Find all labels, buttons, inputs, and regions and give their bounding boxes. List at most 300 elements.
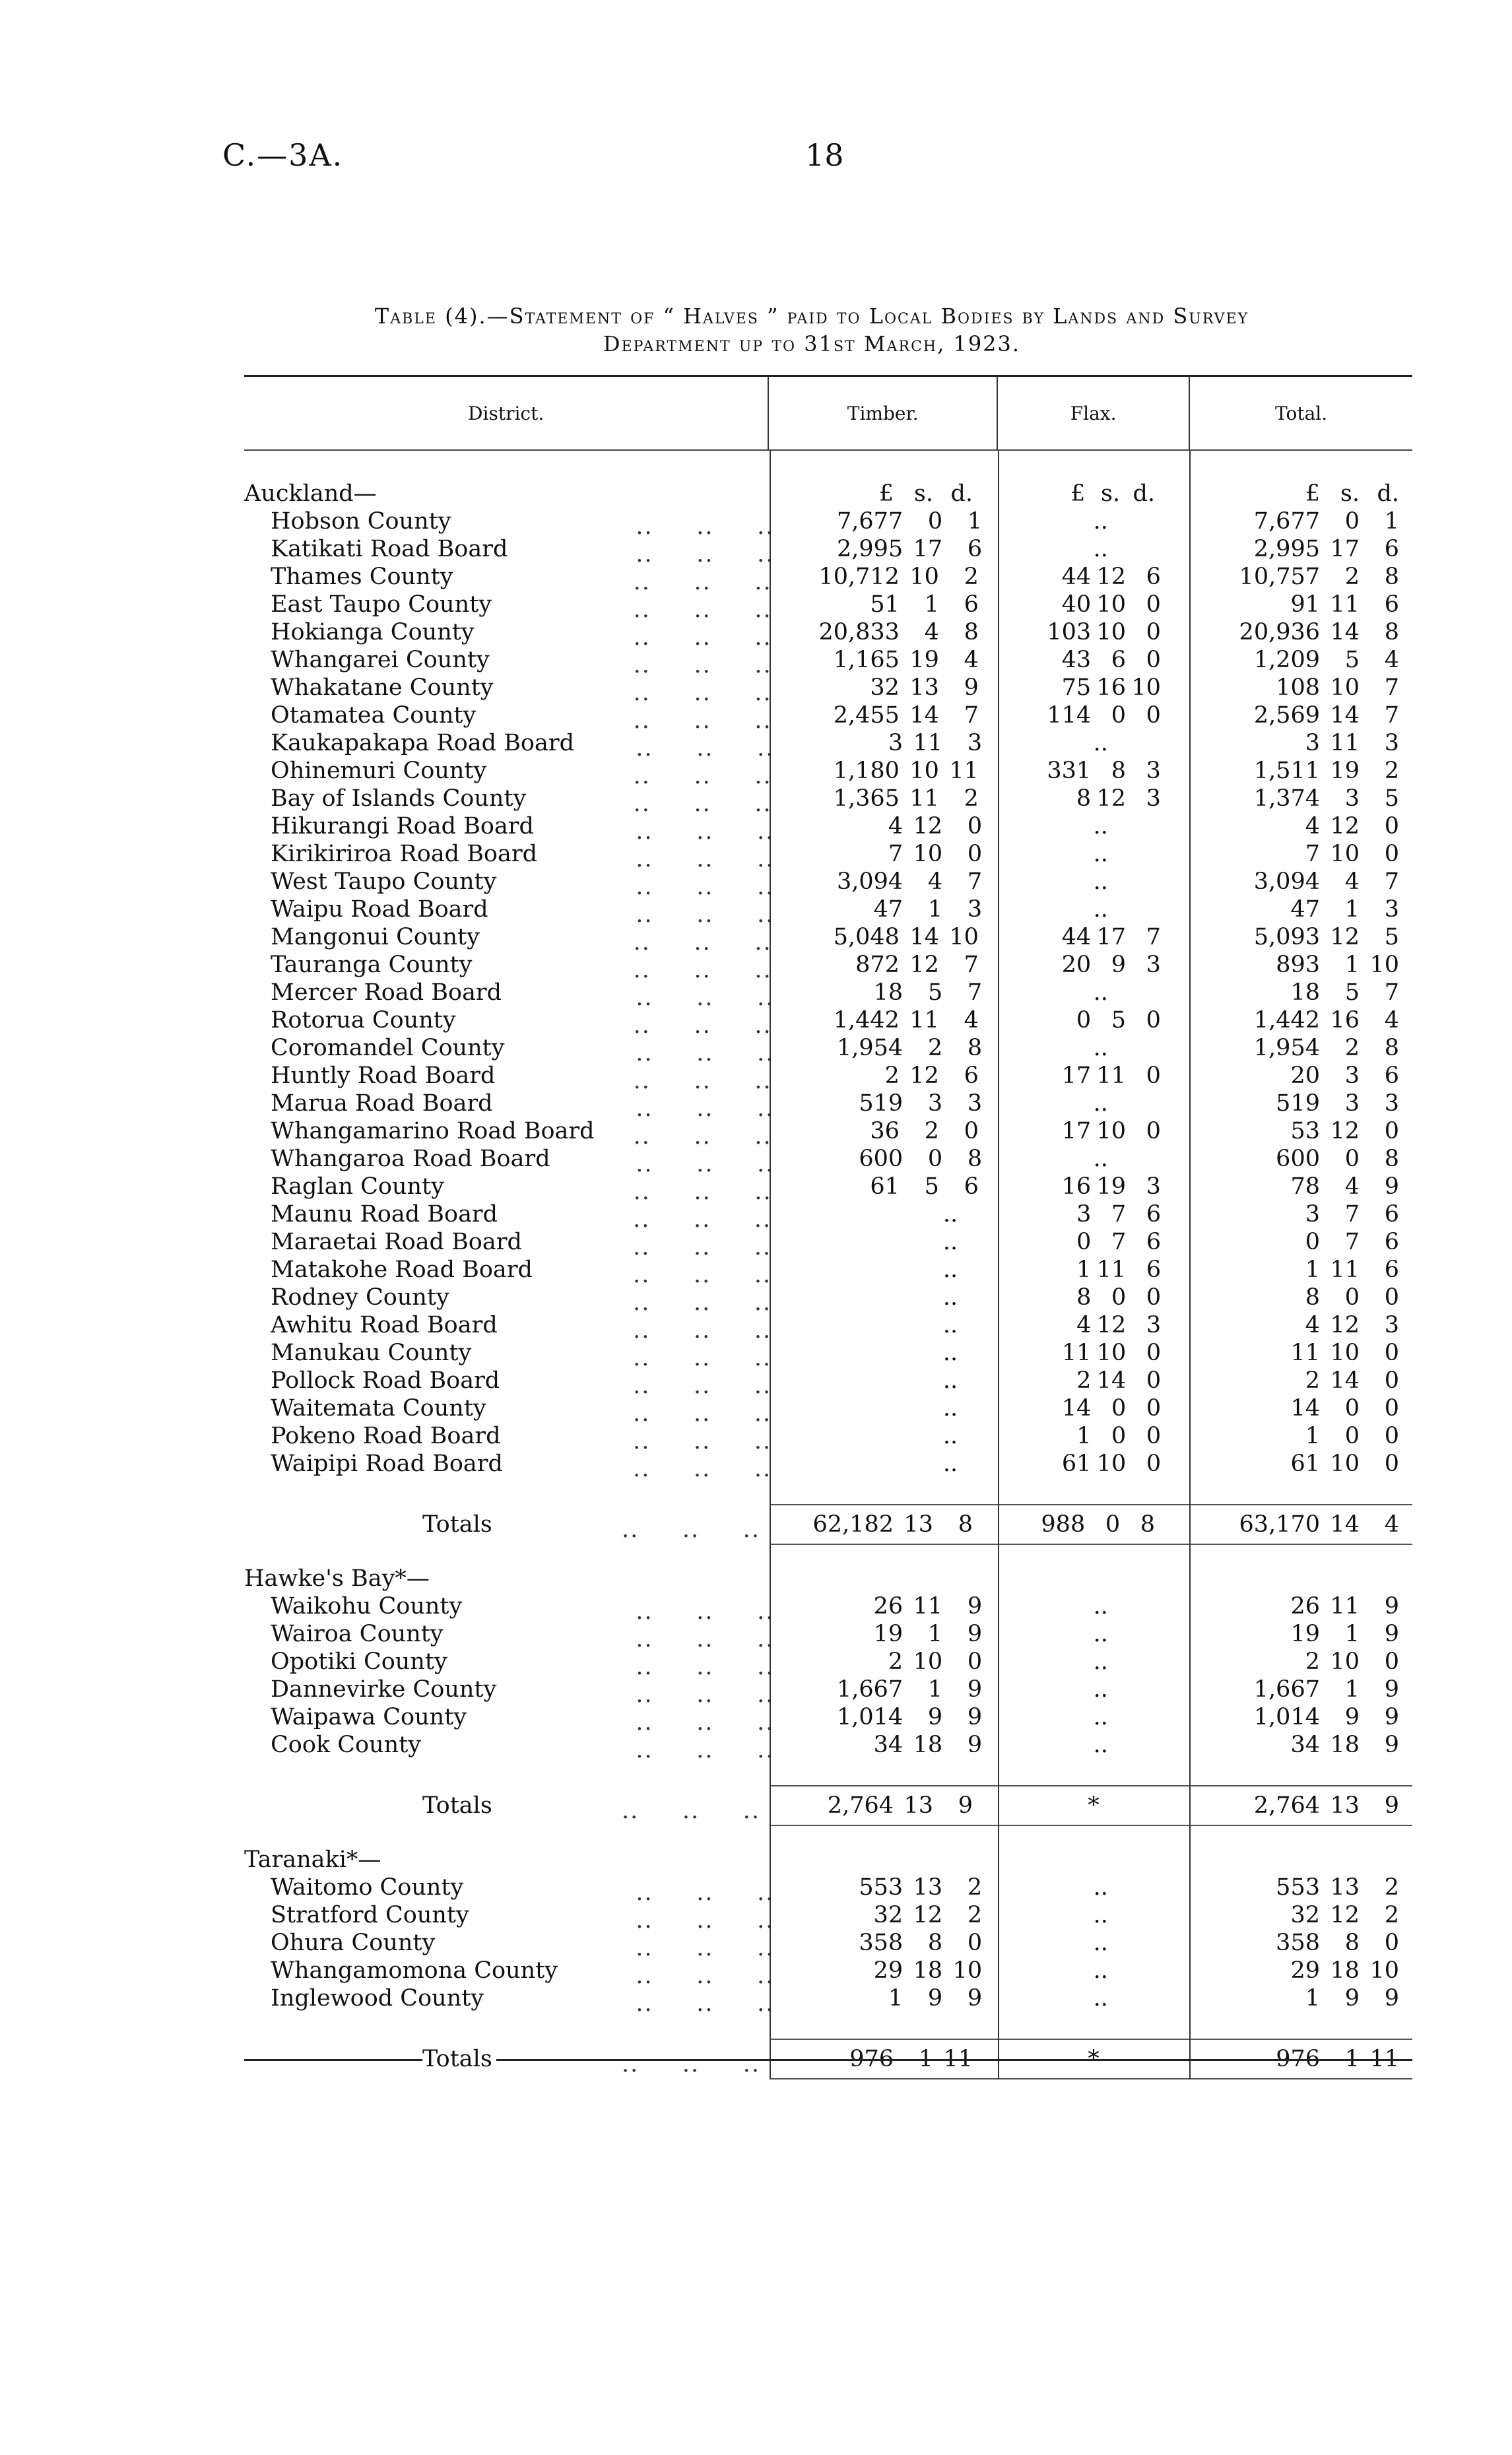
pounds: 103 xyxy=(1047,619,1092,645)
table-row xyxy=(244,1592,1412,1625)
district-cell: .. .. .. Hikurangi Road Board xyxy=(271,813,775,845)
shillings: 10 xyxy=(1330,841,1360,867)
pence: 0 xyxy=(1146,1007,1161,1033)
shillings: 12 xyxy=(909,1063,939,1089)
table-row xyxy=(244,1620,1412,1653)
district-cell: .. .. .. Inglewood County xyxy=(271,1985,775,2017)
pence: 6 xyxy=(1384,1257,1399,1283)
table-row xyxy=(244,1394,1412,1427)
pounds: 2,995 xyxy=(837,536,904,562)
timber-cell xyxy=(781,1395,1004,1422)
table-row xyxy=(244,785,1412,817)
pounds: 872 xyxy=(855,952,900,978)
nil-marker: .. xyxy=(1093,841,1108,867)
shillings: 11 xyxy=(1330,730,1360,756)
flax-cell xyxy=(1004,1201,1195,1228)
pence: 10 xyxy=(952,1957,983,1984)
timber-cell xyxy=(783,841,1007,867)
pounds: 32 xyxy=(870,674,900,701)
pounds: 2,569 xyxy=(1253,702,1321,729)
district-cell: .. .. .. Mangonui County xyxy=(271,924,772,956)
flax-cell xyxy=(1007,841,1194,867)
shillings: 14 xyxy=(1330,1367,1360,1394)
pounds: 2 xyxy=(888,1649,904,1675)
total-cell xyxy=(1195,1063,1412,1089)
district-name: Matakohe Road Board xyxy=(271,1257,537,1283)
pence: 8 xyxy=(1384,1035,1399,1061)
shillings: 4 xyxy=(927,868,943,895)
district-name: Mangonui County xyxy=(271,924,484,950)
nil-marker: .. xyxy=(942,1284,958,1311)
pounds: 600 xyxy=(859,1146,904,1172)
shillings: 14 xyxy=(1330,702,1360,729)
shillings: 19 xyxy=(1330,758,1360,784)
timber-cell xyxy=(783,1146,1007,1172)
nil-marker: .. xyxy=(942,1229,958,1255)
pounds: 3 xyxy=(888,730,904,756)
flax-cell xyxy=(1007,1704,1194,1730)
timber-cell xyxy=(783,508,1007,535)
district-cell: .. .. .. Whakatane County xyxy=(271,674,772,706)
shillings: 11 xyxy=(909,1007,939,1033)
shillings: 16 xyxy=(1096,674,1127,701)
district-cell: .. .. .. East Taupo County xyxy=(271,591,772,623)
total-cell xyxy=(1195,1007,1412,1033)
district-cell: .. .. .. Whangamomona County xyxy=(271,1957,775,1989)
shillings: 2 xyxy=(1344,564,1360,590)
shillings: 12 xyxy=(1096,785,1127,812)
pounds: 18 xyxy=(873,979,904,1006)
section-name: Auckland— xyxy=(244,480,377,507)
pounds: 17 xyxy=(1061,1063,1092,1089)
pence: 3 xyxy=(1146,952,1161,978)
flax-cell xyxy=(1004,564,1195,590)
page-number: 18 xyxy=(805,137,844,173)
pence: 0 xyxy=(1146,1284,1162,1311)
nil-marker: .. xyxy=(1093,1902,1108,1928)
shillings: 13 xyxy=(1330,1792,1360,1819)
table-row xyxy=(244,1422,1412,1455)
timber-cell xyxy=(781,924,1004,950)
total-cell xyxy=(1194,1930,1412,1956)
shillings: 7 xyxy=(1111,1201,1127,1228)
pounds: 2 xyxy=(1076,1367,1092,1394)
timber-cell xyxy=(783,1874,1007,1901)
shillings: 5 xyxy=(1344,979,1360,1006)
pounds: 1,165 xyxy=(833,647,900,673)
pence: 0 xyxy=(1146,1118,1161,1144)
shillings: 10 xyxy=(909,758,939,784)
table-row xyxy=(244,1731,1412,1763)
pence: 6 xyxy=(1146,1229,1162,1255)
totals-label: Totals xyxy=(422,1792,496,1819)
pence: 0 xyxy=(1384,1395,1399,1422)
shillings: 11 xyxy=(1096,1063,1127,1089)
shillings: 8 xyxy=(1344,1930,1360,1956)
shillings: 17 xyxy=(913,536,943,562)
shillings: 5 xyxy=(924,1173,939,1200)
district-name: Huntly Road Board xyxy=(271,1063,499,1089)
total-cell xyxy=(1194,979,1412,1006)
pence: 6 xyxy=(964,1063,979,1089)
pounds: 4 xyxy=(1305,1312,1320,1338)
nil-marker: .. xyxy=(1093,1146,1108,1172)
district-cell: .. .. .. Rotorua County xyxy=(271,1007,772,1039)
timber-cell xyxy=(781,564,1004,590)
pence: 9 xyxy=(958,1792,973,1819)
shillings: 0 xyxy=(1344,1146,1360,1172)
shillings: 8 xyxy=(1111,758,1127,784)
district-name: East Taupo County xyxy=(271,591,496,618)
total-cell xyxy=(1194,896,1412,923)
total-cell xyxy=(1195,1451,1412,1477)
district-name: Pokeno Road Board xyxy=(271,1423,504,1449)
pence: 8 xyxy=(1384,1146,1399,1172)
district-name: Ohura County xyxy=(271,1930,439,1956)
pounds: 20,936 xyxy=(1239,619,1321,645)
pounds: 3,094 xyxy=(1253,868,1320,895)
shillings: 2 xyxy=(927,1035,943,1061)
pounds: 4 xyxy=(888,813,904,839)
shilling-unit: s. xyxy=(913,480,933,507)
timber-cell xyxy=(783,1985,1007,2012)
pence: 6 xyxy=(964,591,979,618)
timber-cell xyxy=(783,1090,1007,1117)
shillings: 10 xyxy=(1330,1340,1360,1366)
table-row xyxy=(244,1256,1412,1288)
pounds: 1,442 xyxy=(833,1007,900,1033)
pence: 3 xyxy=(1384,730,1399,756)
totals-label-cell: .. .. .. Totals xyxy=(422,1792,760,1824)
table-row xyxy=(244,563,1412,595)
district-cell: .. .. .. Kirikiriroa Road Board xyxy=(271,841,775,872)
pence: 0 xyxy=(1146,1367,1162,1394)
district-name: Stratford County xyxy=(271,1902,473,1928)
district-cell: .. .. .. Whangarei County xyxy=(271,647,772,678)
shillings: 9 xyxy=(1344,1985,1360,2012)
pounds: 3 xyxy=(1305,1201,1320,1228)
shillings: 14 xyxy=(909,702,939,729)
pence: 9 xyxy=(1384,1173,1400,1200)
pounds: 553 xyxy=(859,1874,904,1901)
pence: 4 xyxy=(964,1007,979,1033)
pounds: 1,374 xyxy=(1253,785,1321,812)
table-row xyxy=(244,979,1412,1011)
total-cell xyxy=(1194,536,1412,562)
flax-cell xyxy=(1004,1063,1195,1089)
shillings: 13 xyxy=(913,1874,943,1901)
shillings: 1 xyxy=(1344,952,1360,978)
shillings: 10 xyxy=(1096,1340,1127,1366)
flax-cell xyxy=(1004,924,1195,950)
total-cell xyxy=(1194,1146,1412,1172)
nil-marker: .. xyxy=(942,1395,958,1422)
table-row xyxy=(244,896,1412,928)
shillings: 18 xyxy=(913,1957,943,1984)
table-row xyxy=(244,1957,1412,1989)
timber-cell xyxy=(781,1367,1004,1394)
pounds: 18 xyxy=(1290,979,1320,1006)
shillings: 11 xyxy=(1330,1257,1360,1283)
shillings: 0 xyxy=(1105,1511,1121,1538)
flax-cell xyxy=(1004,758,1195,784)
district-name: Cook County xyxy=(271,1732,425,1758)
total-cell xyxy=(1194,813,1412,839)
shillings: 1 xyxy=(918,2046,933,2072)
table-row xyxy=(244,1228,1412,1260)
flax-cell xyxy=(1007,730,1194,756)
district-cell: .. .. .. Huntly Road Board xyxy=(271,1063,772,1094)
district-name: Hikurangi Road Board xyxy=(271,813,538,839)
total-cell xyxy=(1194,1593,1412,1620)
district-cell: .. .. .. Pokeno Road Board xyxy=(271,1423,772,1455)
pence: 9 xyxy=(1384,1985,1399,2012)
table-row xyxy=(244,618,1412,651)
totals-label-cell: .. .. .. Totals xyxy=(422,1511,760,1543)
pounds: 1,365 xyxy=(833,785,900,812)
pence: 6 xyxy=(1384,1229,1399,1255)
nil-marker: .. xyxy=(1093,868,1108,895)
pounds: 5,048 xyxy=(833,924,900,950)
pounds: 2 xyxy=(884,1063,900,1089)
district-cell: .. .. .. West Taupo County xyxy=(271,868,775,900)
total-cell xyxy=(1195,1201,1412,1228)
table-row xyxy=(244,729,1412,762)
flax-cell xyxy=(1007,813,1194,839)
timber-cell xyxy=(781,1229,1004,1255)
district-cell: .. .. .. Matakohe Road Board xyxy=(271,1257,772,1288)
pence: 3 xyxy=(967,896,983,923)
district-cell: .. .. .. Whangaroa Road Board xyxy=(271,1146,775,1177)
pounds: 2,764 xyxy=(827,1792,894,1819)
pence: 10 xyxy=(949,924,979,950)
timber-cell xyxy=(781,1284,1004,1311)
shillings: 2 xyxy=(924,1118,939,1144)
pence: 2 xyxy=(1384,1874,1399,1901)
pence: 0 xyxy=(964,1118,979,1144)
shillings: 1 xyxy=(1344,1621,1360,1647)
pence: 3 xyxy=(1146,1173,1161,1200)
flax-cell xyxy=(1004,1118,1195,1144)
shillings: 11 xyxy=(909,785,939,812)
district-name: Whangamomona County xyxy=(271,1957,562,1984)
pounds: 16 xyxy=(1061,1173,1092,1200)
district-name: Whangarei County xyxy=(271,647,494,673)
shillings: 11 xyxy=(1330,1593,1360,1620)
district-cell: .. .. .. Kaukapakapa Road Board xyxy=(271,730,775,762)
total-cell xyxy=(1194,1874,1412,1901)
pence: 7 xyxy=(1146,924,1161,950)
pence: 4 xyxy=(1384,1511,1399,1538)
statement-table xyxy=(244,375,1412,2079)
district-cell: .. .. .. Whangamarino Road Board xyxy=(271,1118,772,1150)
table-row xyxy=(244,674,1412,706)
pence: 9 xyxy=(1384,1732,1399,1758)
district-name: Bay of Islands County xyxy=(271,785,530,812)
table-row xyxy=(244,1034,1412,1066)
table-row xyxy=(244,1145,1412,1177)
flax-cell xyxy=(1004,591,1195,618)
column-header-flax: Flax. xyxy=(997,377,1189,449)
document-reference: C.—3A. xyxy=(222,137,344,173)
table-row xyxy=(244,1367,1412,1399)
district-name: Waipu Road Board xyxy=(271,896,492,923)
pounds: 976 xyxy=(1276,2046,1320,2072)
shillings: 12 xyxy=(1330,1118,1360,1144)
table-row xyxy=(244,951,1412,983)
pence: 2 xyxy=(964,785,979,812)
district-name: Ohinemuri County xyxy=(271,758,490,784)
total-cell xyxy=(1195,619,1412,645)
flax-cell xyxy=(1004,619,1195,645)
shillings: 12 xyxy=(1330,1902,1360,1928)
district-name: Maraetai Road Board xyxy=(271,1229,526,1255)
timber-cell xyxy=(770,1792,998,1819)
total-cell xyxy=(1194,1902,1412,1928)
district-cell: .. .. .. Raglan County xyxy=(271,1173,772,1205)
shillings: 7 xyxy=(1111,1229,1127,1255)
totals-label: Totals xyxy=(422,2046,496,2072)
table-row xyxy=(244,1450,1412,1482)
total-cell xyxy=(1194,841,1412,867)
pounds: 1,014 xyxy=(837,1704,904,1730)
shillings: 18 xyxy=(1330,1732,1360,1758)
district-cell: .. .. .. Waitomo County xyxy=(271,1874,775,1906)
shillings: 14 xyxy=(1330,619,1360,645)
pounds: 114 xyxy=(1047,702,1092,729)
total-cell xyxy=(1195,1118,1412,1144)
total-cell xyxy=(1194,1957,1412,1984)
district-cell: .. .. .. Waipu Road Board xyxy=(271,896,775,928)
page-header xyxy=(0,137,1512,177)
pounds: 1 xyxy=(1076,1257,1092,1283)
shillings: 14 xyxy=(1096,1367,1127,1394)
pounds: 10,757 xyxy=(1239,564,1321,590)
section-name: Taranaki*— xyxy=(244,1847,381,1873)
district-cell: .. .. .. Manukau County xyxy=(271,1340,772,1371)
shillings: 10 xyxy=(913,841,943,867)
flax-cell xyxy=(1004,1312,1195,1338)
shillings: 0 xyxy=(1344,1284,1360,1311)
table-row xyxy=(244,1284,1412,1316)
total-cell xyxy=(1195,1340,1412,1366)
flax-cell xyxy=(1004,1395,1195,1422)
flax-cell xyxy=(1007,1902,1194,1928)
table-row xyxy=(244,1006,1412,1039)
pence: 3 xyxy=(967,1090,983,1117)
table-row xyxy=(244,757,1412,789)
shillings: 1 xyxy=(927,1676,943,1703)
pence: 6 xyxy=(964,1173,979,1200)
pence: 0 xyxy=(1146,619,1161,645)
pounds: 1 xyxy=(1305,1423,1320,1449)
pence: 8 xyxy=(1140,1511,1155,1538)
pence: 0 xyxy=(1146,1423,1162,1449)
shillings: 5 xyxy=(1344,647,1360,673)
timber-cell xyxy=(781,758,1004,784)
nil-marker: .. xyxy=(942,1451,958,1477)
pence: 10 xyxy=(1131,674,1161,701)
pence: 0 xyxy=(1384,1118,1400,1144)
total-cell xyxy=(1195,1173,1412,1200)
pence: 7 xyxy=(1384,702,1400,729)
pence: 1 xyxy=(1384,508,1399,535)
flax-cell xyxy=(1007,1874,1194,1901)
flax-cell xyxy=(1004,702,1195,729)
pounds: 4 xyxy=(1076,1312,1092,1338)
shillings: 19 xyxy=(909,647,939,673)
pence: 0 xyxy=(1146,1395,1162,1422)
pounds: 0 xyxy=(1305,1229,1320,1255)
table-row xyxy=(244,591,1412,623)
total-cell xyxy=(1195,1312,1412,1338)
totals-row xyxy=(244,1786,1412,1825)
table-title-line-2: Department up to 31st March, 1923. xyxy=(603,331,1021,356)
district-cell: .. .. .. Stratford County xyxy=(271,1902,775,1934)
pounds: 62,182 xyxy=(812,1511,894,1538)
nil-marker: .. xyxy=(1093,1621,1108,1647)
pence: 8 xyxy=(964,619,979,645)
district-name: Kaukapakapa Road Board xyxy=(271,730,578,756)
pence: 9 xyxy=(964,674,979,701)
timber-cell xyxy=(781,1007,1004,1033)
pence: 0 xyxy=(1384,1649,1399,1675)
timber-cell xyxy=(783,896,1007,923)
pounds: 36 xyxy=(870,1118,900,1144)
nil-marker: .. xyxy=(1093,1732,1108,1758)
total-cell xyxy=(1194,1985,1412,2012)
district-cell: .. .. .. Ohura County xyxy=(271,1930,775,1961)
shillings: 12 xyxy=(1096,564,1127,590)
nil-marker: .. xyxy=(1093,1593,1108,1620)
pence: 9 xyxy=(1384,1621,1399,1647)
pounds: 1,209 xyxy=(1253,647,1321,673)
pence: 8 xyxy=(967,1146,983,1172)
district-name: Whakatane County xyxy=(271,674,498,701)
nil-marker: .. xyxy=(1093,1090,1108,1117)
table-row xyxy=(244,1090,1412,1122)
shillings: 16 xyxy=(1330,1007,1360,1033)
pounds: 11 xyxy=(1290,1340,1320,1366)
pounds: 1,511 xyxy=(1253,758,1321,784)
nil-marker: .. xyxy=(942,1367,958,1394)
flax-cell xyxy=(1004,1007,1195,1033)
pound-unit: £ xyxy=(878,480,894,507)
table-row xyxy=(244,1929,1412,1961)
pence: 0 xyxy=(1384,1284,1399,1311)
flax-cell xyxy=(1007,1985,1194,2012)
flax-cell xyxy=(1007,1621,1194,1647)
shillings: 0 xyxy=(1111,1395,1127,1422)
shillings: 9 xyxy=(1111,952,1127,978)
pounds: 1 xyxy=(888,1985,904,2012)
pounds: 976 xyxy=(849,2046,894,2072)
table-row xyxy=(244,1339,1412,1371)
pounds: 20 xyxy=(1290,1063,1321,1089)
nil-marker: .. xyxy=(1093,730,1108,756)
pounds: 2,995 xyxy=(1253,536,1320,562)
pounds: 20 xyxy=(1061,952,1092,978)
pence: 0 xyxy=(1146,1340,1162,1366)
district-cell: .. .. .. Cook County xyxy=(271,1732,775,1763)
star-note: * xyxy=(1088,2046,1100,2072)
shillings: 0 xyxy=(1344,508,1360,535)
pounds: 14 xyxy=(1290,1395,1320,1422)
pounds: 7,677 xyxy=(1253,508,1320,535)
pounds: 2,455 xyxy=(833,702,900,729)
pounds: 43 xyxy=(1061,647,1092,673)
nil-marker: .. xyxy=(942,1312,958,1338)
